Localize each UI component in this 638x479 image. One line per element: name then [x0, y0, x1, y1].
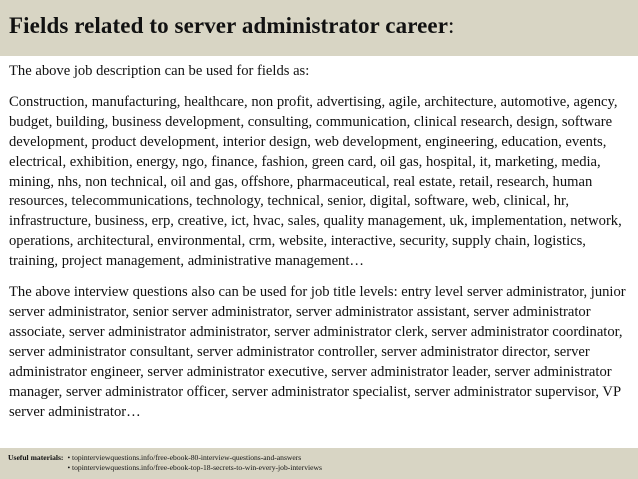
page-title-colon: :	[448, 13, 455, 38]
main-content	[9, 62, 633, 422]
footer-link-ebook-80-questions[interactable]: • topinterviewquestions.info/free-ebook-80-interview-questions-and-answers	[67, 453, 302, 462]
fields-paragraph: Construction, manufacturing, healthcare, non profit, advertising, agile, architecture, automotive, agency, budget, building, business development, consulting, communication, clinical research, design, software development, product development, interior design, web development, engineering, education, events, electrical, exhibition, energy, ngo, finance, fashion, green card, oil gas, hospital, it, marketing, media, mining, nhs, non technical, oil and gas, offshore, pharmaceutical, real estate, retail, research, human resources, telecommunications, technology, technical, senior, digital, software, web, clinical, hr, infrastructure, business, erp, creative, ict, hvac, sales, quality management, uk, implementation, network, operations, architectural, environmental, crm, website, interactive, security, supply chain, logistics, training, project management, administrative management…	[9, 93, 622, 270]
page-title-text: Fields related to server administrator career	[9, 13, 449, 38]
intro-text: The above job description can be used for fields as:	[9, 63, 310, 79]
useful-materials-label: Useful materials:	[8, 453, 64, 462]
title-banner	[0, 0, 638, 56]
useful-materials-links	[67, 453, 321, 479]
page-title	[9, 13, 638, 39]
job-levels-paragraph: The above interview questions also can be used for job title levels: entry level server administrator, junior server administrator, senior server administrator, server administrator assistant, server administrator associate, server administrator administrator, server administrator clerk, server administrator coordinator, server administrator consultant, server administrator controller, server administrator director, server administrator engineer, server administrator executive, server administrator leader, server administrator manager, server administrator officer, server administrator specialist, server administrator supervisor, VP server administrator…	[9, 284, 626, 420]
footer-link-ebook-18-secrets[interactable]: • topinterviewquestions.info/free-ebook-top-18-secrets-to-win-every-job-interviews	[67, 463, 322, 472]
footer-banner	[0, 448, 638, 479]
